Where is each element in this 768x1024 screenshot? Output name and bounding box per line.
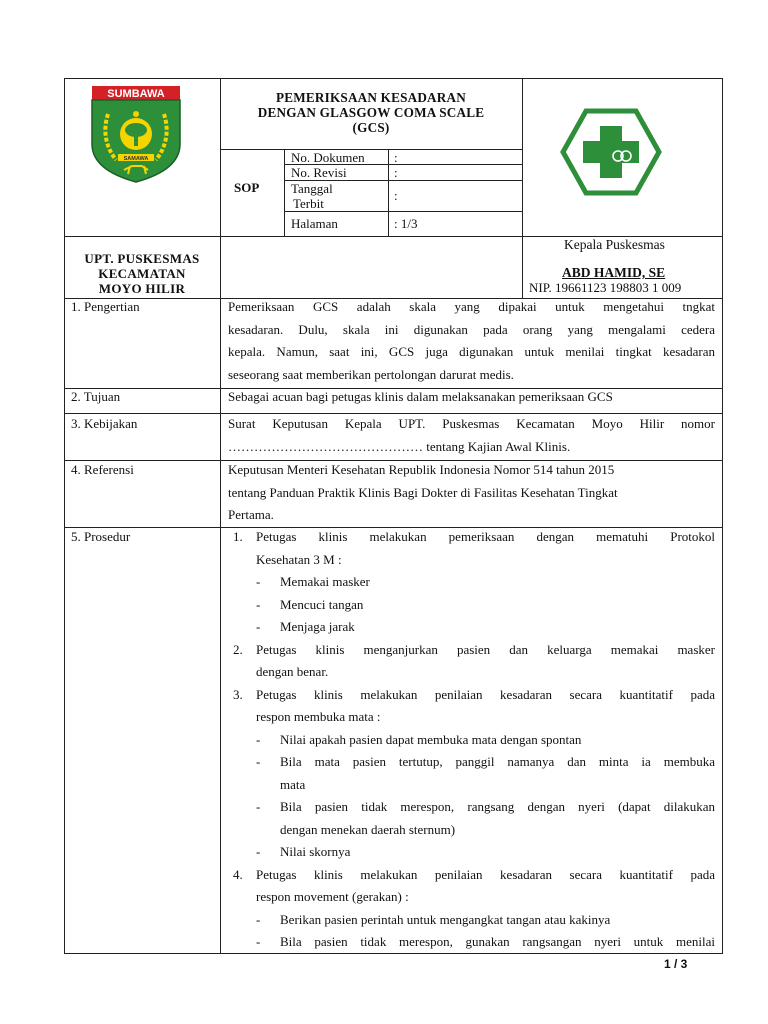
bullet-item: - Berikan pasien perintah untuk mengangkat tangan atau kakinya: [228, 909, 715, 932]
meta-value-halaman: : 1/3: [394, 216, 418, 231]
head-name: ABD HAMID, SE: [562, 265, 666, 280]
bullet-text: dengan menekan daerah sternum): [280, 821, 456, 837]
bullet-text: mata: [280, 776, 306, 792]
bullet-item: - Bila pasien tidak merespon, gunakan rangsangan nyeri untuk menilai: [228, 931, 715, 954]
step-line: Petugas klinis melakukan penilaian kesadaran secara kuantitatif pada: [256, 866, 715, 882]
bullet-item: - Nilai skornya: [228, 841, 715, 864]
step-number: 1.: [233, 529, 243, 544]
bullet-text: Bila pasien tidak merespon, rangsang dengan nyeri (dapat dilakukan: [280, 799, 715, 814]
text-line: ……………………………………… tentang Kajian Awal Klinis.: [228, 438, 571, 454]
step-line: Kesehatan 3 M :: [256, 551, 342, 567]
meta-label-no-dokumen: No. Dokumen: [291, 150, 365, 165]
procedure-step: [228, 684, 715, 729]
procedure-step: [228, 526, 715, 571]
unit-line: MOYO HILIR: [98, 281, 186, 296]
bullet-text: Bila mata pasien tertutup, panggil namanya dan minta ia membuka: [280, 754, 715, 769]
text-line: kepala. Namun, saat ini, GCS juga digunakan untuk menilai tingkat kesadaran: [228, 344, 715, 359]
step-line: respon membuka mata :: [256, 709, 381, 724]
step-line: Petugas klinis melakukan penilaian kesadaran secara kuantitatif pada: [256, 686, 715, 702]
unit-name: [64, 251, 220, 296]
step-number: 2.: [233, 641, 243, 657]
text-line: Surat Keputusan Kepala UPT. Puskesmas Kecamatan Moyo Hilir nomor: [228, 416, 715, 431]
bullet-item: - Bila pasien tidak merespon, rangsang dengan nyeri (dapat dilakukan dengan menekan daerah sternum): [228, 796, 715, 841]
procedure-list: [228, 526, 715, 954]
title-line: (GCS): [352, 120, 390, 135]
meta-value-no-revisi: :: [394, 165, 398, 180]
page-number: 1 / 3: [664, 957, 688, 971]
step-line: dengan benar.: [256, 664, 329, 679]
text-line: Pemeriksaan GCS adalah skala yang dipakai untuk mengetahui tngkat: [228, 299, 715, 314]
bullet-item: - Memakai masker: [228, 571, 715, 594]
text-line: Keputusan Menteri Kesehatan Republik Indonesia Nomor 514 tahun 2015: [228, 462, 615, 477]
meta-label-halaman: Halaman: [291, 216, 338, 231]
section-label-tujuan: 2. Tujuan: [71, 389, 121, 404]
step-line: Petugas klinis melakukan pemeriksaan dengan mematuhi Protokol: [256, 529, 715, 544]
step-line: Petugas klinis menganjurkan pasien dan keluarga memakai masker: [256, 641, 715, 657]
sop-label: SOP: [234, 180, 260, 195]
bullet-text: Menjaga jarak: [280, 619, 355, 634]
bullet-item: - Nilai apakah pasien dapat membuka mata dengan spontan: [228, 729, 715, 752]
meta-label-terbit: Terbit: [293, 196, 324, 211]
procedure-step: [228, 864, 715, 909]
text-line: kesadaran. Dulu, skala ini digunakan pada orang yang mengalami cedera: [228, 321, 715, 337]
puskesmas-logo: [560, 108, 662, 196]
section-text-tujuan: Sebagai acuan bagi petugas klinis dalam melaksanakan pemeriksaan GCS: [228, 389, 613, 404]
title-line: PEMERIKSAAN KESADARAN: [276, 90, 466, 105]
meta-value-tanggal: :: [394, 188, 398, 203]
section-label-referensi: 4. Referensi: [71, 462, 134, 477]
unit-line: KECAMATAN: [98, 266, 186, 281]
emblem-band-text: SAMAWA: [123, 156, 149, 162]
procedure-step: [228, 639, 715, 684]
bullet-text: Nilai skornya: [280, 844, 351, 859]
section-label-kebijakan: 3. Kebijakan: [71, 416, 138, 431]
bullet-text: Mencuci tangan: [280, 596, 364, 612]
step-number: 4.: [233, 866, 243, 882]
section-text-referensi: [228, 459, 715, 527]
step-line: respon movement (gerakan) :: [256, 889, 409, 904]
bullet-item: - Mencuci tangan: [228, 594, 715, 617]
bullet-text: Berikan pasien perintah untuk mengangkat tangan atau kakinya: [280, 911, 611, 927]
meta-label-tanggal: Tanggal: [291, 181, 333, 196]
bullet-text: Bila pasien tidak merespon, gunakan rangsangan nyeri untuk menilai: [280, 934, 715, 949]
meta-label-no-revisi: No. Revisi: [291, 165, 347, 180]
section-text-pengertian: [228, 296, 715, 386]
bullet-text: Nilai apakah pasien dapat membuka mata dengan spontan: [280, 731, 582, 747]
text-line: Pertama.: [228, 507, 274, 522]
section-text-kebijakan: [228, 413, 715, 458]
document-title: [220, 90, 522, 135]
text-line: tentang Panduan Praktik Klinis Bagi Dokter di Fasilitas Kesehatan Tingkat: [228, 484, 618, 500]
section-label-prosedur: 5. Prosedur: [71, 529, 131, 544]
head-title: Kepala Puskesmas: [564, 237, 665, 252]
section-label-pengertian: 1. Pengertian: [71, 299, 140, 314]
bullet-item: - Bila mata pasien tertutup, panggil namanya dan minta ia membuka mata: [228, 751, 715, 796]
step-number: 3.: [233, 686, 243, 702]
text-line: seseorang saat memberikan pertolongan darurat medis.: [228, 366, 514, 382]
unit-line: UPT. PUSKESMAS: [84, 251, 200, 266]
bullet-text: Memakai masker: [280, 574, 370, 589]
bullet-item: - Menjaga jarak: [228, 616, 715, 639]
emblem-region-text: SUMBAWA: [107, 88, 165, 100]
title-line: DENGAN GLASGOW COMA SCALE: [257, 105, 485, 120]
regional-emblem: [86, 84, 186, 184]
meta-value-no-dokumen: :: [394, 150, 398, 165]
head-nip: NIP. 19661123 198803 1 009: [529, 280, 682, 295]
